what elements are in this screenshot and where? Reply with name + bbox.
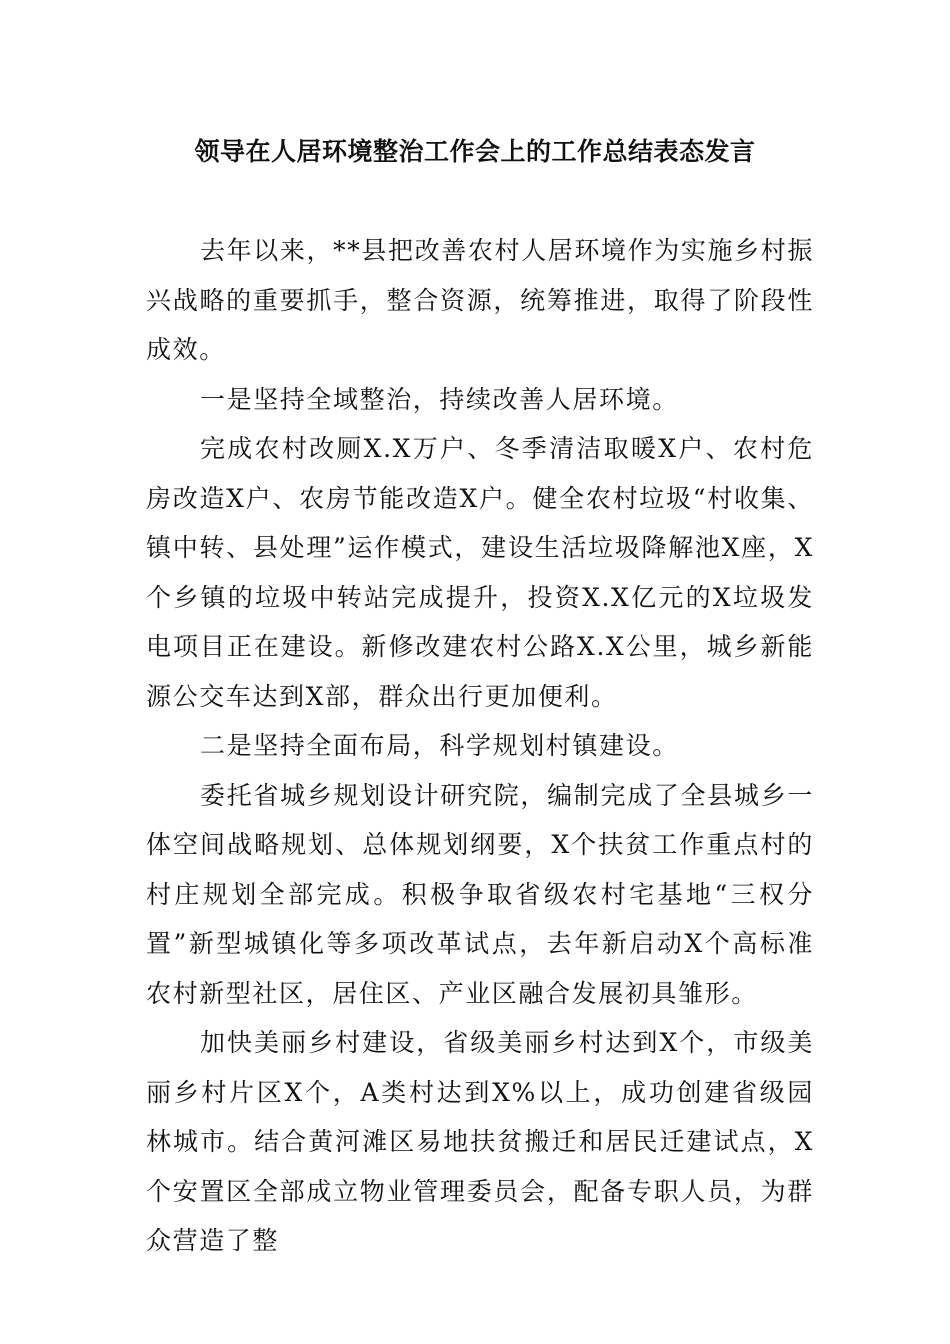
paragraph-heading-2: 二是坚持全面布局，科学规划村镇建设。 — [200, 731, 679, 760]
paragraph-intro: 去年以来，**县把改善农村人居环境作为实施乡村振兴战略的重要抓手，整合资源，统筹推进，取得了阶段性成效。 — [146, 236, 814, 364]
document-body — [146, 226, 814, 1266]
paragraph-environment: 完成农村改厕X.X万户、冬季清洁取暖X户、农村危房改造X户、农房节能改造X户。健全农村垃圾“村收集、镇中转、县处理”运作模式，建设生活垃圾降解池X座，X个乡镇的垃圾中转站完成提升，投资X.X亿元的X垃圾发电项目正在建设。新修改建农村公路X.X公里，城乡新能源公交车达到X部，群众出行更加便利。 — [146, 434, 814, 711]
paragraph-beautiful-village: 加快美丽乡村建设，省级美丽乡村达到X个，市级美丽乡村片区X个，A类村达到X%以上，成功创建省级园林城市。结合黄河滩区易地扶贫搬迁和居民迁建试点，X个安置区全部成立物业管理委员会，配备专职人员，为群众营造了整 — [146, 1028, 814, 1255]
paragraph-planning: 委托省城乡规划设计研究院，编制完成了全县城乡一体空间战略规划、总体规划纲要，X个扶贫工作重点村的村庄规划全部完成。积极争取省级农村宅基地“三权分置”新型城镇化等多项改革试点，去年新启动X个高标准农村新型社区，居住区、产业区融合发展初具雏形。 — [146, 780, 814, 1008]
document-title: 领导在人居环境整治工作会上的工作总结表态发言 — [194, 137, 756, 166]
paragraph-heading-1: 一是坚持全域整治，持续改善人居环境。 — [200, 384, 679, 414]
